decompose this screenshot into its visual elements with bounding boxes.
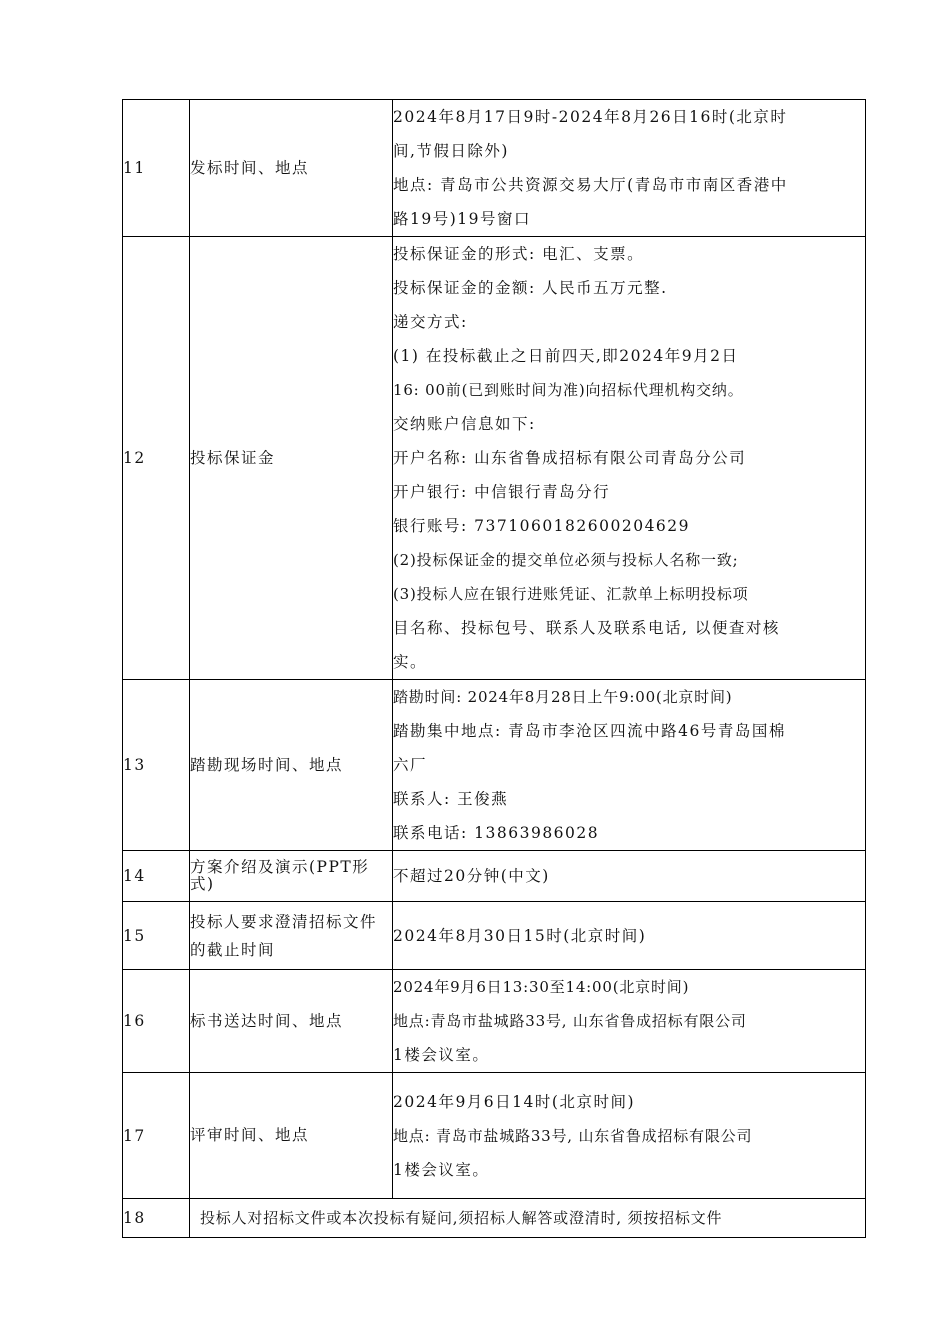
bid-info-table [122,99,866,1238]
row-content [393,100,866,237]
table-row [123,237,866,680]
content-line: (2)投标保证金的提交单位必须与投标人名称一致; [393,551,739,569]
row-number: 17 [123,1073,190,1199]
table-row [123,100,866,237]
row-number: 12 [123,237,190,680]
row-item: 发标时间、地点 [190,100,393,237]
content-line: 实。 [393,653,428,671]
content-line: 六厂 [393,756,428,774]
content-line: 路19号)19号窗口 [393,210,531,228]
row-number: 11 [123,100,190,237]
row-content [393,970,866,1073]
content-line: 2024年8月17日9时-2024年8月26日16时(北京时 [393,108,788,126]
row-item: 踏勘现场时间、地点 [190,680,393,851]
content-line: 踏勘集中地点: 青岛市李沧区四流中路46号青岛国棉 [393,722,786,740]
content-line: 不超过20分钟(中文) [393,867,550,885]
content-line: 踏勘时间: 2024年8月28日上午9:00(北京时间) [393,688,733,706]
table-row [123,680,866,851]
content-line: 投标人对招标文件或本次投标有疑问,须招标人解答或澄清时, 须按招标文件 [200,1209,723,1227]
table-row [123,851,866,902]
row-content [393,237,866,680]
content-line: (3)投标人应在银行进账凭证、汇款单上标明投标项 [393,585,749,603]
content-line: 地点: 青岛市公共资源交易大厅(青岛市市南区香港中 [393,176,788,194]
content-line: 联系电话: 13863986028 [393,824,600,842]
content-line: 2024年8月30日15时(北京时间) [393,926,647,945]
content-line: (1) 在投标截止之日前四天,即2024年9月2日 [393,347,739,365]
content-line: 投标保证金的形式: 电汇、支票。 [393,245,645,263]
content-line: 交纳账户信息如下: [393,415,536,433]
content-line: 开户名称: 山东省鲁成招标有限公司青岛分公司 [393,449,747,467]
table-row [123,1073,866,1199]
content-line: 2024年9月6日13:30至14:00(北京时间) [393,978,690,996]
content-line: 目名称、投标包号、联系人及联系电话, 以便查对核 [393,619,780,637]
row-content [393,902,866,970]
content-line: 间,节假日除外) [393,142,509,160]
row-item: 方案介绍及演示(PPT形式) [190,851,393,902]
content-line: 投标保证金的金额: 人民币五万元整. [393,279,668,297]
content-line: 16: 00前(已到账时间为准)向招标代理机构交纳。 [393,381,744,399]
content-line: 1楼会议室。 [393,1046,490,1064]
row-item: 标书送达时间、地点 [190,970,393,1073]
row-number: 16 [123,970,190,1073]
row-item: 投标人要求澄清招标文件的截止时间 [190,902,393,970]
content-line: 联系人: 王俊燕 [393,790,509,808]
row-number: 13 [123,680,190,851]
row-content [393,1073,866,1199]
content-line: 地点: 青岛市盐城路33号, 山东省鲁成招标有限公司 [393,1126,753,1145]
content-line: 2024年9月6日14时(北京时间) [393,1092,635,1111]
table-row [123,1199,866,1238]
content-line: 开户银行: 中信银行青岛分行 [393,483,611,501]
table-row [123,970,866,1073]
content-line: 递交方式: [393,313,468,331]
row-number: 18 [123,1199,190,1238]
content-line: 地点:青岛市盐城路33号, 山东省鲁成招标有限公司 [393,1012,747,1030]
row-content [190,1199,866,1238]
row-number: 15 [123,902,190,970]
content-line: 1楼会议室。 [393,1160,490,1179]
row-item: 评审时间、地点 [190,1073,393,1199]
row-content [393,851,866,902]
table-row [123,902,866,970]
row-item: 投标保证金 [190,237,393,680]
row-number: 14 [123,851,190,902]
content-line: 银行账号: 7371060182600204629 [393,517,691,535]
row-content [393,680,866,851]
